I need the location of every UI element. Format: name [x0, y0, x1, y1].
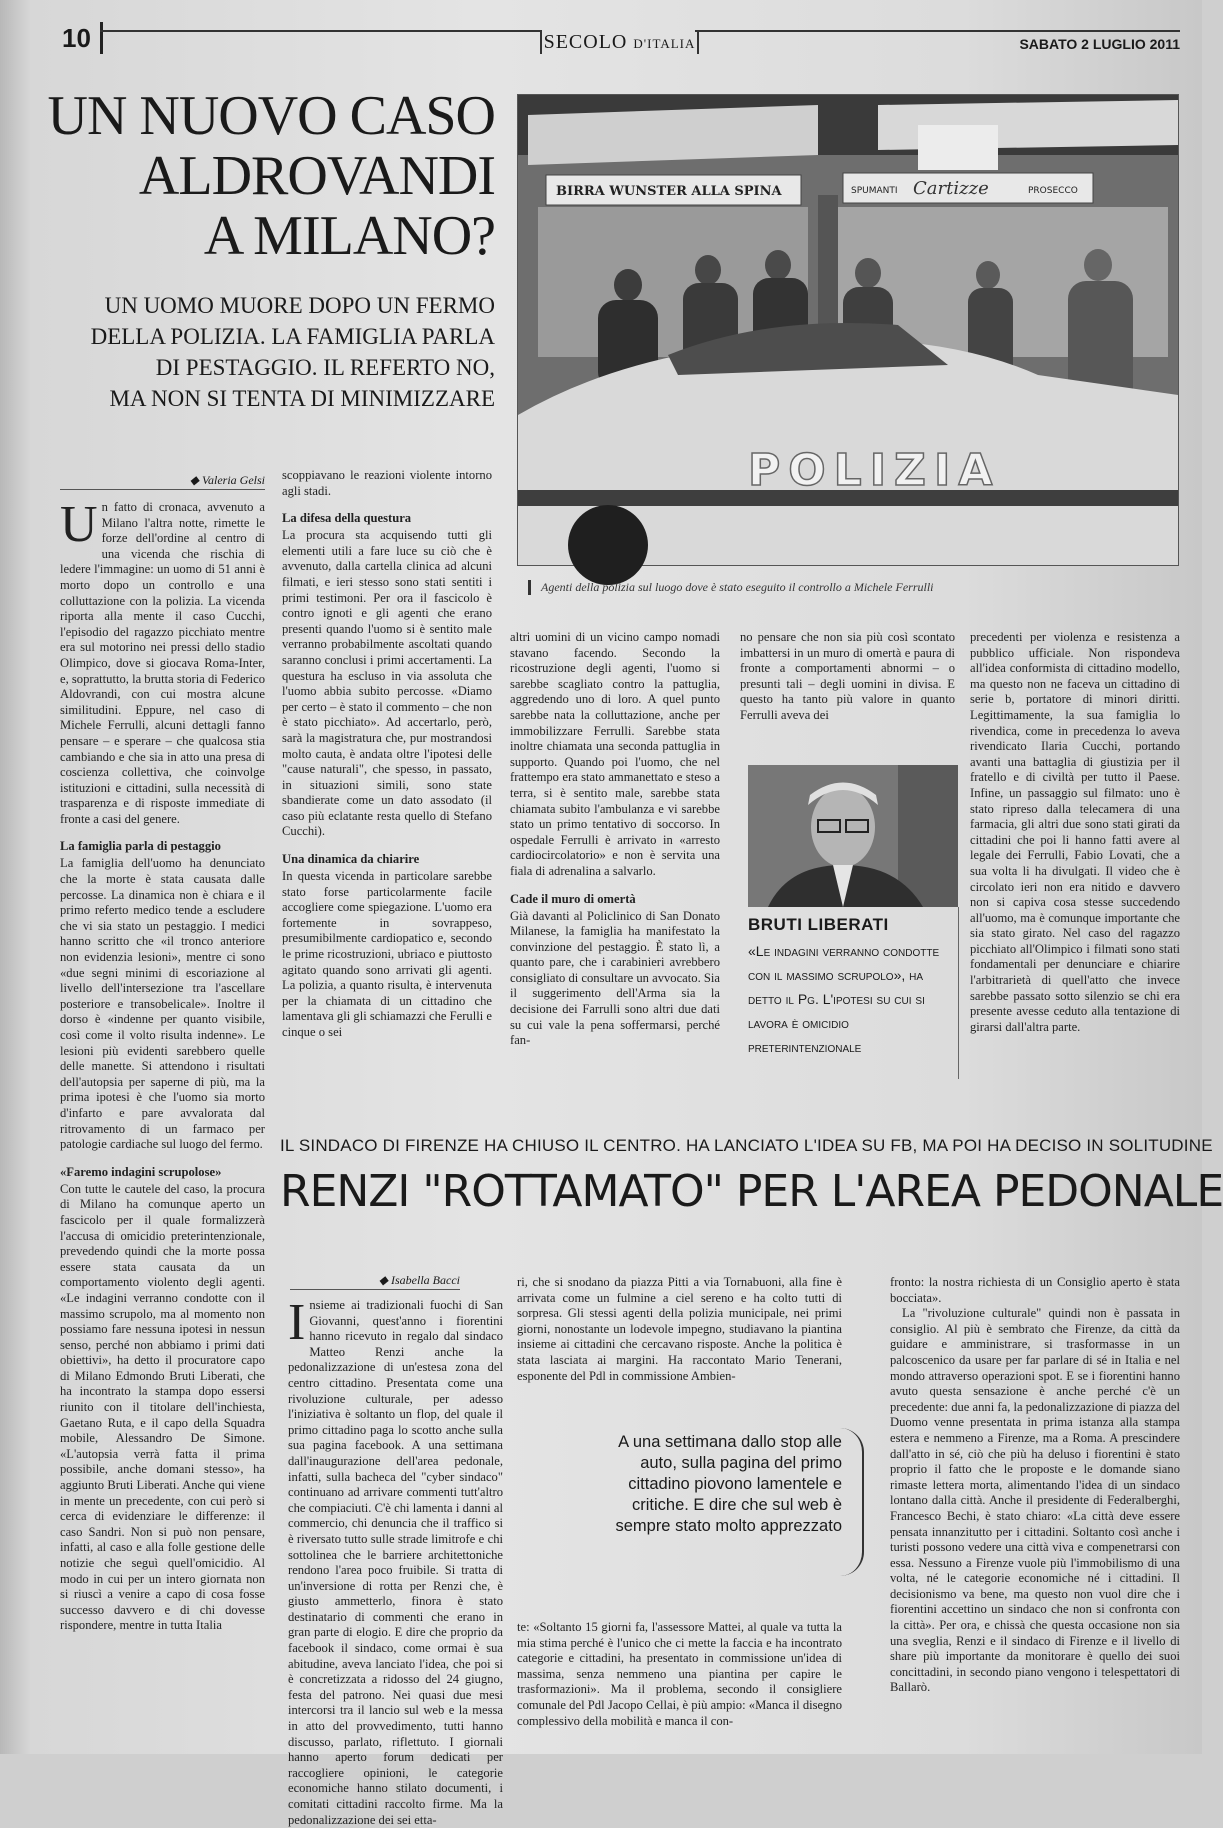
headline-line: ALDROVANDI — [138, 145, 495, 207]
headline-line: A MILANO? — [203, 205, 495, 267]
masthead-rule-right — [695, 30, 1180, 32]
story2-headline: RENZI "ROTTAMATO" PER L'AREA PEDONALE — [280, 1166, 1223, 1217]
section-heading: La difesa della questura — [282, 511, 412, 526]
story2-column-1 — [288, 1294, 503, 1827]
drop-cap: U — [60, 496, 98, 553]
page-shadow — [0, 0, 30, 1754]
masthead-rule-left — [100, 30, 540, 32]
paragraph: In questa vicenda in particolare sarebbe stato forse particolarmente facile accogliere come spiegazione. L'uomo era fortemente in sovrappeso, presumibilmente cardiopatico e, secondo le prime ricostruzioni, ubriaco e piuttosto agitato quando sono arrivati gli agenti. La polizia, a quanto risulta, è intervenuta per la chiamata di un cittadino che lamentava gli gli schiamazzi che Ferulli e cinque o sei — [282, 869, 492, 1039]
paragraph: scoppiavano le reazioni violente intorno agli stadi. — [282, 468, 492, 498]
story2-column-2-bottom — [517, 1620, 842, 1745]
byline: ◆ Valeria Gelsi — [60, 473, 265, 490]
paragraph: precedenti per violenza e resistenza a pubblico ufficiale. Non rispondeva all'idea conformista di cittadino modello, ma questo non ne faceva un cittadino di serie b, portatore di minori diritti. Legittimamente, la sua famiglia lo rivendica, come in precedenza lo aveva rivendicato Ilaria Cucchi, portando avanti una battaglia di giustizia per il fratello e di civiltà per tutto il Paese. Infine, un passaggio sul filmato: uno è stato ripreso dalla telecamera di una farmacia, gli altri due sono stati girati da cittadini che poi li hanno fatti avere al legale dei Ferrulli, Fabio Lovati, che a sua volta li ha divulgati. Il video che è circolato ieri non era nitido e davvero non si capiva cosa stesse succedendo all'uomo, ma è comunque importante che sia stato girato. Nel caso del ragazzo picchiato all'Olimpico i filmati sono stati fondamentali per denunciare e chiarire l'arbitrarietà di quell'atto che invece sarebbe passato sotto silenzio se chi era presente avesse ceduto alla tentazione di girarsi dall'altra parte. — [970, 630, 1180, 1034]
paragraph: Con tutte le cautele del caso, la procura di Milano ha comunque aperto un fascicolo per il quale formalizzerà l'accusa di omicidio preterintenzionale, prevedendo quindi che la morte possa essere stata causata da un comportamento violento degli agenti. «Le indagini verranno condotte con il massimo scrupolo, ma al momento non possiamo fare nessuna ipotesi in nessun senso, perché non abbiamo i primi dati obiettivi», ha detto il procuratore capo di Milano Edmondo Bruti Liberati, che ha incontrato la stampa dopo essersi riunito con il titolare dell'inchiesta, Gaetano Ruta, e il capo della Squadra mobile, Alessandro De Simone. «L'autopsia verrà fatta il prima possibile, anche domani stesso», ha aggiunto Bruti Liberati. Anche qui viene in mente un precedente, con cui però si cerca di evidenziare le differenze: il caso Sandri. Non si può non pensare, infatti, al caso e alla folle gestione delle notizie che seguì quell'omicidio. Al modo in cui per un intero giornata non si riuscì a venire a capo di cosa fosse successo davvero e di chi dovesse rispondere, mentre in tutta Italia — [60, 1181, 265, 1633]
article-column-4 — [740, 630, 955, 750]
drop-cap: I — [288, 1294, 306, 1351]
paragraph: te: «Soltanto 15 giorni fa, l'assessore Mattei, al quale va tutta la mia stima perché è l'unico che ci mette la faccia e ha incontrato categorie e cittadini, ha presentato in commissione un'idea di massima, senza nemmeno una piantina per capire le trasformazioni». Ma il problema, secondo il consigliere comunale del Pdl Jacopo Cellai, è più ampio: «Manca il disegno complessivo della mobilità e manca il con- — [517, 1620, 842, 1728]
section-heading: La famiglia parla di pestaggio — [60, 839, 221, 854]
pull-quote-bracket — [840, 1428, 864, 1576]
paragraph: fronto: la nostra richiesta di un Consiglio aperto è stata bocciata». — [890, 1275, 1180, 1305]
quote-box — [748, 907, 959, 1079]
article-column-2 — [282, 468, 492, 1078]
paragraph: ri, che si snodano da piazza Pitti a via Tornabuoni, alla fine è arrivata come un fulmine a ciel sereno e ha colto tutti di sorpresa. Gli stessi agenti della polizia municipale, nei primi giorni, nonostante un lodevole impegno, studiavano la piantina insieme ai cittadini che cercavano risposte. Anche la politica è stata lasciata ai margini. Ha raccontato Mario Tenerani, esponente del Pdl in commissione Ambien- — [517, 1275, 842, 1383]
subheadline-line: DELLA POLIZIA. LA FAMIGLIA PARLA — [90, 324, 495, 349]
portrait-illustration — [748, 765, 958, 907]
paragraph: La procura sta acquisendo tutti gli elementi utili a fare luce su ciò che è avvenuto, dalla cartella clinica ad alcuni filmati, e ieri stesso sono stati sentiti i primi testimoni. Per ora il fascicolo è contro ignoti e gli agenti che erano presenti quando l'uomo si è sentito male verranno probabilmente ascoltati quando saranno conclusi i primi accertamenti. La questura ha escluso in via assoluta che l'uomo abbia subito percosse. «Diamo per certo – è stato il commento – che non è stato picchiato». Ad accertarlo, però, sarà la magistratura che, pur mostrandosi molto cauta, è andata oltre l'ipotesi delle "cause naturali", che spesso, in passato, in situazioni simili, sono state sbandierate come un dato assodato (il caso più eclatante resta quello di Stefano Cucchi). — [282, 528, 492, 839]
section-heading: Una dinamica da chiarire — [282, 852, 420, 867]
page-number: 10 — [62, 22, 103, 54]
quote-box-name: BRUTI LIBERATI — [748, 915, 889, 934]
main-subheadline — [40, 290, 495, 414]
paragraph: Già davanti al Policlinico di San Donato Milanese, la famiglia ha manifestato la convinzione del pestaggio. È stato lì, a quanto pare, che i carabinieri avrebbero consigliato di consultare un avvocato. Sia il suggerimento dell'Arma sia la decisione dei Farrulli sono altri due dati su cui vale la pena soffermarsi, perché fan- — [510, 908, 720, 1048]
masthead-title — [540, 30, 699, 54]
headline-line: UN NUOVO CASO — [47, 85, 495, 147]
pull-quote: A una settimana dallo stop alle auto, sulla pagina del primo cittadino piovono lamentele e critiche. E dire che sul web è sempre stato molto apprezzato — [615, 1433, 842, 1535]
quote-box-text: «Le indagini verranno condotte con il massimo scrupolo», ha detto il Pg. L'ipotesi su cui si lavora è omicidio preterintenzionale — [748, 943, 940, 1055]
byline-author: Isabella Bacci — [391, 1273, 460, 1287]
masthead-name-small: D'ITALIA — [633, 36, 696, 51]
paragraph: no pensare che non sia più così scontato imbattersi in un muro di omertà e paura di fronte a comportamenti abnormi – o presunti tali – degli uomini in divisa. E questo ha tanto più valore in quanto Ferrulli aveva dei — [740, 630, 955, 722]
main-headline — [40, 86, 495, 266]
section-heading: Cade il muro di omertà — [510, 891, 636, 906]
masthead-name: SECOLO — [543, 31, 628, 53]
paragraph: La famiglia dell'uomo ha denunciato che la morte è stata causata dalle percosse. La dinamica non è chiara e il primo referto medico tende a escludere che vi sia stato un pestaggio. I medici hanno scritto che «il tronco anteriore non evidenzia lesioni», mentre ci sono «due segni minimi di escoriazione al livello dell'intersezione tra l'ascellare posteriore e transobelicale». Inoltre il dorso è «indenne per quanto visibile, così come il volto risulta indenne». Le lesioni più evidenti sarebbero quelle delle manette. Si attendono i risultati dell'autopsia per saperne di più, ma la prima ipotesi è che l'uomo sia morto d'infarto e pare avvalorata dal ritrovamento di un farmaco per patologie cardiache sul luogo del fermo. — [60, 856, 265, 1152]
article-column-3 — [510, 630, 720, 1075]
subheadline-line: UN UOMO MUORE DOPO UN FERMO — [104, 293, 495, 318]
subheadline-line: MA NON SI TENTA DI MINIMIZZARE — [109, 386, 495, 411]
photo-caption: Agenti della polizia sul luogo dove è stato eseguito il controllo a Michele Ferrulli — [528, 580, 1191, 595]
sign-right-suffix: PROSECCO — [1028, 186, 1078, 196]
sign-right-prefix: SPUMANTI — [851, 186, 898, 196]
subheadline-line: DI PESTAGGIO. IL REFERTO NO, — [155, 355, 495, 380]
issue-date: SABATO 2 LUGLIO 2011 — [1019, 36, 1180, 52]
paragraph: nsieme ai tradizionali fuochi di San Giovanni, quest'anno i fiorentini hanno ricevuto in regalo dal sindaco Matteo Renzi anche la pedonalizzazione di un'estesa zona del centro cittadino. Presentata come una rivoluzione culturale, per adesso l'iniziativa è soltanto un flop, del quale il primo cittadino paga lo scotto anche sulla sua pagina facebook. A una settimana dall'inaugurazione dell'area pedonale, infatti, sulla bacheca del "cyber sindaco" continuano ad arrivare commenti tutt'altro che compiaciuti. C'è chi lamenta i danni al commercio, chi denuncia che il traffico si è riversato tutto sulle strade limitrofe e chi sottolinea che le barriere architettoniche rendono l'area poco fruibile. Si tratta di un'inversione di rotta per Renzi che, è giusto ammetterlo, finora è stato destinatario di commenti che erano in gran parte di elogio. E dire che proprio da facebook il sindaco, come ormai è sua abitudine, aveva lanciato l'idea, che poi si è concretizzata a ridosso del 24 giugno, festa del patrono. Nei quasi due mesi intercorsi tra il lancio sul web e la messa in atto del provvedimento, tutti hanno discusso, parlato, riflettuto. I giornali hanno aperto forum dedicati per raccogliere opinioni, le categorie economiche hanno stilato documenti, i comitati cittadini raccolto firme. Ma la pedonalizzazione dei sei etta- — [288, 1298, 503, 1827]
byline-author: Valeria Gelsi — [202, 473, 265, 487]
paragraph: altri uomini di un vicino campo nomadi stavano facendo. Secondo la ricostruzione degli agenti, l'uomo si sarebbe scagliato contro la pattuglia, aggredendo uno di loro. A quel punto sarebbe nata la colluttazione, anche per immobilizzare Ferrulli. Sarebbe stata inoltre chiamata una seconda pattuglia in supporto. Quando poi l'uomo, che nel frattempo era stato ammanettato e steso a terra, si è sentito male, sarebbe stata chiamata subito l'ambulanza e vi sarebbe stato un primo tentativo di soccorso. In ospedale Ferrulli è arrivato in «arresto cardiocircolatorio» e non è servita una fiala di adrenalina a salvarlo. — [510, 630, 720, 878]
paragraph: La "rivoluzione culturale" quindi non è passata in consiglio. Al più è sembrato che Firenze, da città da guidare e amministrare, si trasformasse in un palcoscenico da usare per far parlare di sé in Italia e nel mondo attraverso operazioni spot. E se i fiorentini hanno avuto questa sensazione è anche perché c'è un precedente: due anni fa, la pedonalizzazione di piazza del Duomo venne presentata in prima istanza alla stampa estera e nemmeno a Firenze, ma a Roma. A prescindere dall'atto in sé, ciò che più ha deluso i fiorentini è stato proprio il fatto che le proposte e le domande siano rimaste lettera morta, alimentando l'idea di un sindaco lontano dalla città. Anche il presidente di Federalberghi, Francesco Bechi, è stato chiaro: «La città deve essere pensata innanzitutto per i cittadini. Soltanto così anche i turisti possono vedere una città viva e compenetrarsi con essa. Nessuno a Firenze vuole più l'immobilismo di una volta, né le categorie economiche né i cittadini. Il decisionismo va bene, ma questo non vuol dire che i fiorentini accettino un sindaco che non si confronta con la città». Per ora, e chissà che questa occasione non sia una sveglia, Renzi e il sindaco di Firenze e il livello di share più importante da monitorare è quello dei suoi concittadini, in secondo piano vengono i telespettatori di Ballarò. — [890, 1306, 1180, 1695]
paragraph: n fatto di cronaca, avvenuto a Milano l'altra notte, rimette le forze dell'ordine al centro di una vicenda che rischia di ledere l'immagine: un uomo di 51 anni è morto dopo un controllo e una colluttazione con la polizia. La vicenda riporta alla mente il caso Cucchi, l'episodio del ragazzo picchiato mentre era sul motorino nei pressi dello stadio Olimpico, dove si giocava Roma-Inter, e, soprattutto, la brutta storia di Federico Aldovrandi, con cui mostra alcune similitudini. Eppure, nel caso di Michele Ferrulli, alcuni dettagli fanno pensare – e sperare – che qualcosa stia cambiando e che sia in atto una presa di coscienza collettiva, che coinvolge istituzioni e cittadini, sulla necessità di trasparenza e di risposte immediate di fronte a casi del genere. — [60, 500, 265, 826]
photo-illustration — [518, 95, 1178, 565]
article-column-5 — [970, 630, 1180, 1080]
news-photo — [517, 94, 1179, 566]
portrait-photo — [748, 765, 958, 907]
story2-column-2-top — [517, 1275, 842, 1415]
car-lettering: POLIZIA — [748, 445, 1001, 496]
section-heading: «Faremo indagini scrupolose» — [60, 1164, 222, 1179]
article-column-1 — [60, 496, 265, 1755]
story2-column-3 — [890, 1275, 1180, 1745]
sign-left: BIRRA WUNSTER ALLA SPINA — [556, 184, 782, 199]
sign-right-brand: Cartizze — [913, 178, 989, 199]
story2-byline: ◆ Isabella Bacci — [290, 1273, 460, 1290]
story2-kicker: IL SINDACO DI FIRENZE HA CHIUSO IL CENTRO. HA LANCIATO L'IDEA SU FB, MA POI HA DECISO IN SOLITUDINE — [280, 1136, 1213, 1155]
